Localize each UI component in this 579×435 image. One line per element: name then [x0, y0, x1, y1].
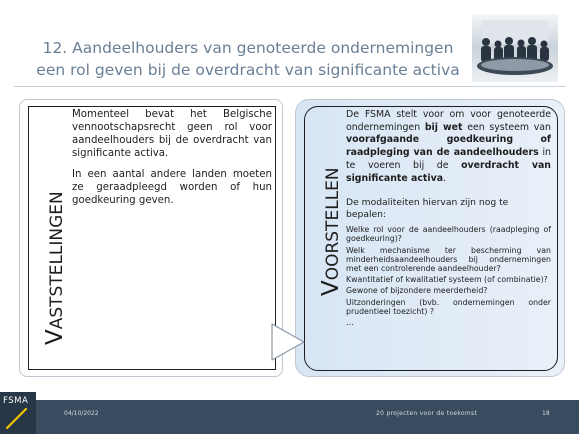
intro-part-2: een systeem van	[462, 121, 551, 133]
findings-heading-initial: V	[42, 329, 68, 345]
modality-item: Welk mechanisme ter bescherming van minderheidsaandeelhouders bij ondernemingen met een controlerende aandeelhouder?	[346, 245, 551, 274]
modality-item: Kwantitatief of kwalitatief systeem (of combinatie)?	[346, 275, 548, 285]
footer-date: 04/10/2022	[64, 410, 99, 417]
page-number: 18	[542, 410, 550, 417]
proposals-heading-rest: OORSTELLEN	[323, 167, 343, 281]
intro-bold-3: overdracht van significante activa	[346, 159, 551, 184]
fsma-logo-text: FSMA	[3, 396, 29, 406]
footer-bar	[0, 400, 579, 434]
meeting-photo-image	[472, 14, 558, 82]
modality-item: Gewone of bijzondere meerderheid?	[346, 286, 488, 296]
fsma-slash-logo-icon	[4, 405, 32, 431]
intro-part-4: .	[443, 172, 447, 184]
slide-title	[28, 37, 468, 81]
title-divider	[14, 86, 566, 87]
intro-bold-1: bij wet	[424, 121, 463, 133]
proposals-intro	[346, 109, 551, 185]
chevron-arrow-right-icon	[270, 322, 306, 362]
proposals-text	[346, 109, 551, 329]
findings-paragraph-2: In een aantal andere landen moeten ze geraadpleegd worden of hun goedkeuring geven.	[72, 169, 272, 206]
modalities-list	[346, 225, 551, 327]
findings-heading	[42, 191, 68, 345]
modalities-heading: De modaliteiten hiervan zijn nog te bepalen:	[346, 197, 509, 221]
proposals-heading	[318, 167, 344, 296]
intro-bold-2: voorafgaande goedkeuring of raadpleging van de aandeelhouders	[346, 134, 551, 159]
findings-text	[72, 108, 272, 215]
modality-item: Welke rol voor de aandeelhouders (raadpleging of goedkeuring)?	[346, 225, 551, 244]
modality-item: …	[346, 318, 354, 328]
proposals-heading-initial: V	[318, 280, 344, 296]
findings-paragraph-1: Momenteel bevat het Belgische vennootschapsrecht geen rol voor aandeelhouders bij de overdracht van significante activa.	[72, 109, 272, 159]
findings-heading-rest: ASTSTELLINGEN	[47, 191, 67, 330]
slide-title-line1: 12. Aandeelhouders van genoteerde ondernemingen	[42, 39, 454, 57]
footer-title: 20 projecten voor de toekomst	[376, 410, 478, 417]
modality-item: Uitzonderingen (bvb. ondernemingen onder prudentieel toezicht) ?	[346, 297, 551, 316]
intro-part-3: in te voeren bij de	[346, 147, 551, 171]
slide-title-line2: een rol geven bij de overdracht van significante activa	[36, 61, 460, 79]
intro-part-1: De FSMA stelt voor om voor genoteerde ondernemingen	[346, 109, 551, 133]
